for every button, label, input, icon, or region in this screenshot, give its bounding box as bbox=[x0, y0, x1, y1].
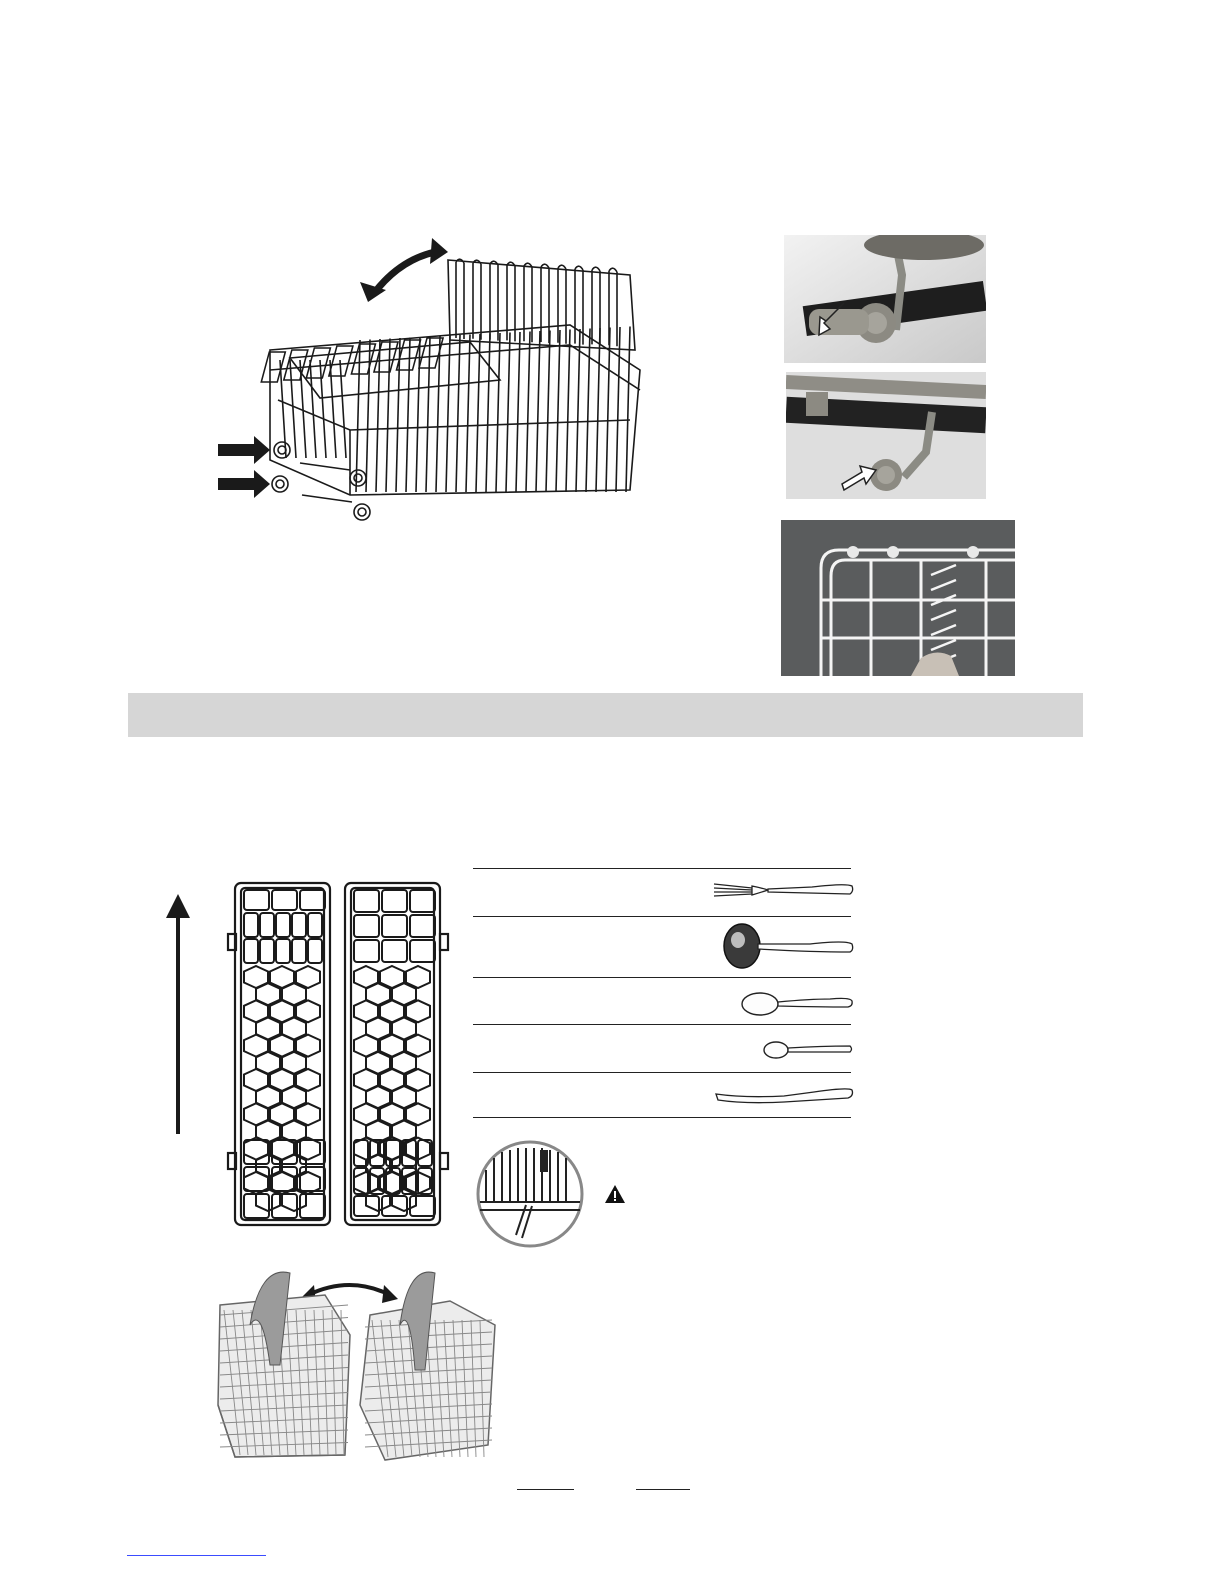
upper-rack-illustration bbox=[210, 230, 660, 530]
roller-photo-icon bbox=[784, 235, 986, 363]
roller bbox=[274, 442, 290, 458]
fold-arrow-head bbox=[430, 238, 448, 264]
cutlery-row-rule bbox=[473, 977, 851, 978]
warning-triangle-icon bbox=[604, 1184, 626, 1204]
cutlery-row-rule bbox=[473, 916, 851, 917]
cutlery-row-rule bbox=[473, 1117, 851, 1118]
roller bbox=[354, 504, 370, 520]
up-arrow-icon bbox=[166, 894, 190, 1134]
cutlery-row-rule bbox=[473, 1024, 851, 1025]
footer-rule-left bbox=[517, 1489, 574, 1490]
roller-photo-icon bbox=[786, 372, 986, 499]
roller-photo-middle bbox=[786, 372, 986, 499]
tray-zoom-detail bbox=[476, 1140, 584, 1248]
fork-icon bbox=[712, 878, 854, 902]
serving-spoon-icon bbox=[720, 922, 854, 972]
knife-icon bbox=[714, 1084, 854, 1108]
rack-photo-icon bbox=[781, 520, 1015, 676]
cutlery-tray-illustration bbox=[160, 878, 450, 1233]
cutlery-row-rule bbox=[473, 868, 851, 869]
teaspoon-icon bbox=[762, 1038, 854, 1062]
fold-arrow-icon bbox=[375, 252, 435, 292]
roller bbox=[350, 470, 366, 486]
dessert-spoon-icon bbox=[740, 990, 854, 1018]
roller-photo-top bbox=[784, 235, 986, 363]
section-header-bar bbox=[128, 693, 1083, 737]
roller bbox=[272, 476, 288, 492]
cutlery-basket-illustration bbox=[210, 1265, 500, 1465]
cutlery-row-rule bbox=[473, 1072, 851, 1073]
rack-photo-bottom bbox=[781, 520, 1015, 676]
footer-rule-right bbox=[636, 1489, 690, 1490]
footer-link-underline[interactable] bbox=[127, 1555, 266, 1556]
roller-arrow-icon bbox=[218, 436, 270, 498]
